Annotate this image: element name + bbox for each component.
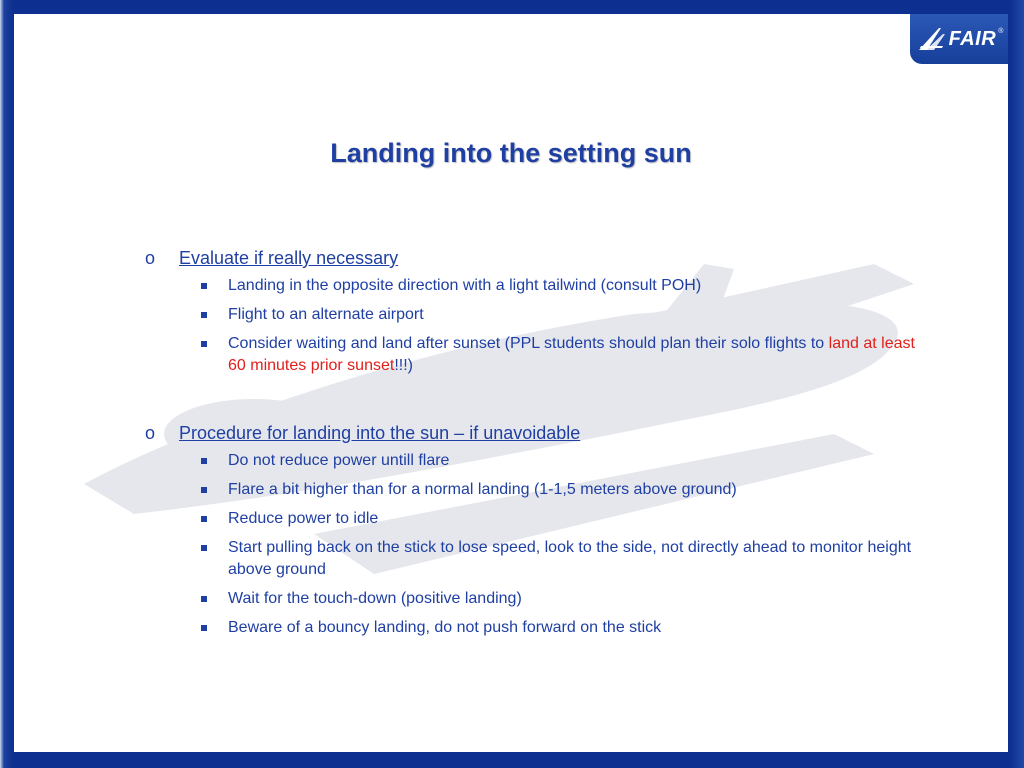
square-bullet-icon bbox=[201, 341, 207, 347]
section-heading-text: Procedure for landing into the sun – if unavoidable bbox=[179, 423, 581, 443]
section-procedure bbox=[145, 423, 925, 646]
list-item-text: Flare a bit higher than for a normal landing (1-1,5 meters above ground) bbox=[228, 481, 737, 498]
circle-bullet-icon: o bbox=[145, 423, 156, 443]
square-bullet-icon bbox=[201, 596, 207, 602]
list-item bbox=[197, 275, 925, 297]
section-heading bbox=[145, 423, 925, 444]
section-heading-text: Evaluate if really necessary bbox=[179, 248, 399, 268]
list-item-text: Flight to an alternate airport bbox=[228, 306, 424, 323]
list-item-text: Reduce power to idle bbox=[228, 510, 379, 527]
list-item-text: Beware of a bouncy landing, do not push forward on the stick bbox=[228, 619, 662, 636]
list-item-text: Start pulling back on the stick to lose speed, look to the side, not directly ahead to monitor height above ground bbox=[228, 539, 912, 578]
list-item bbox=[197, 333, 925, 377]
square-bullet-icon bbox=[201, 545, 207, 551]
bullet-list bbox=[145, 275, 925, 377]
page-title: Landing into the setting sun bbox=[330, 138, 692, 168]
square-bullet-icon bbox=[201, 516, 207, 522]
list-item bbox=[197, 304, 925, 326]
logo-registered-mark: ® bbox=[998, 28, 1004, 35]
list-item-text: Wait for the touch-down (positive landing) bbox=[228, 590, 522, 607]
circle-bullet-icon: o bbox=[145, 248, 156, 268]
section-heading bbox=[145, 248, 925, 269]
list-item bbox=[197, 508, 925, 530]
logo-text: FAIR bbox=[948, 27, 997, 50]
bullet-list bbox=[145, 450, 925, 639]
fair-logo bbox=[910, 14, 1008, 64]
list-item bbox=[197, 479, 925, 501]
square-bullet-icon bbox=[201, 312, 207, 318]
list-item bbox=[197, 450, 925, 472]
list-item-tail: !!!) bbox=[394, 357, 413, 374]
list-item bbox=[197, 617, 925, 639]
section-evaluate bbox=[145, 248, 925, 384]
highlight-text: land at least 60 minutes prior sunset bbox=[228, 335, 915, 374]
fair-wing-icon bbox=[917, 26, 947, 52]
list-item-text: Landing in the opposite direction with a light tailwind (consult POH) bbox=[228, 277, 702, 294]
list-item-text: Do not reduce power untill flare bbox=[228, 452, 450, 469]
list-item-text: Consider waiting and land after sunset (PPL students should plan their solo flights to bbox=[228, 335, 829, 352]
square-bullet-icon bbox=[201, 283, 207, 289]
slide bbox=[14, 14, 1008, 752]
square-bullet-icon bbox=[201, 458, 207, 464]
list-item bbox=[197, 588, 925, 610]
square-bullet-icon bbox=[201, 625, 207, 631]
list-item bbox=[197, 537, 925, 581]
square-bullet-icon bbox=[201, 487, 207, 493]
